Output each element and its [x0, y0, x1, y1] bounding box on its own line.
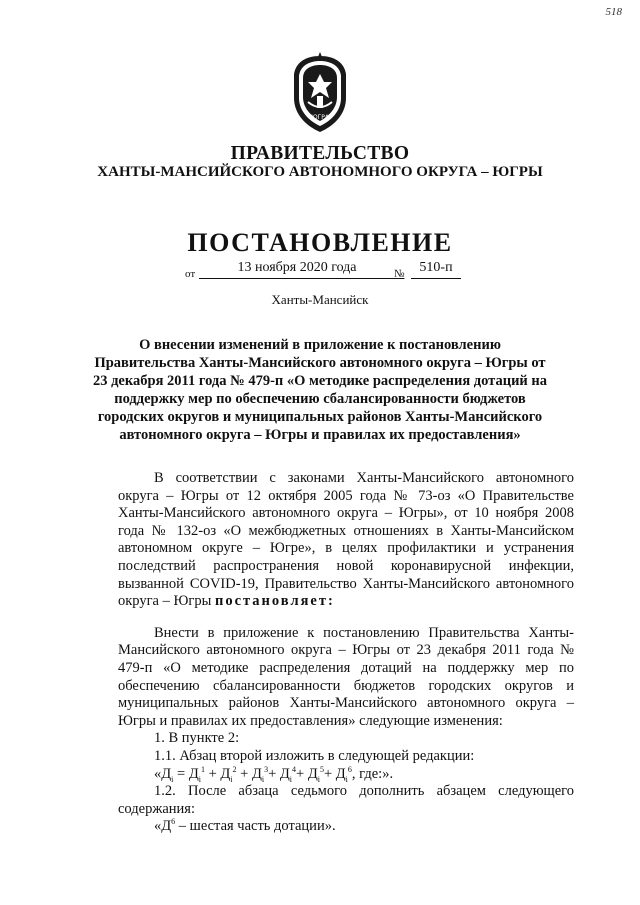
document-body: [118, 470, 574, 836]
document-city: Ханты-Мансийск: [271, 292, 369, 307]
date-prefix: от: [185, 268, 196, 280]
date-number-line: [185, 260, 475, 284]
preamble-paragraph: [118, 470, 574, 611]
intro-paragraph: Внести в приложение к постановлению Правительства Ханты-Мансийского автономного округа – Югры от 23 декабря 2011 года № 479-п «О методике распределения дотаций на поддержку мер по обеспечению сбалансированности бюджетов городских округов и муниципальных районов Ханты-Мансийского автономного округа – Югры и правилах их предоставления» следующие изменения:: [118, 624, 574, 729]
item-1: 1. В пункте 2:: [154, 730, 240, 747]
item-1-2-quote: «$Д^6$ – шестая часть дотации».: [154, 817, 336, 835]
formula-line: «$Д_i = Д_i^1 + Д_i^2 + Д_i^3+ Д_i^4+ Д_i^5+ Д_i^6$, где:».: [154, 764, 394, 784]
document-heading: О внесении изменений в приложение к постановлению Правительства Ханты-Мансийского автономного округа – Югры от 23 декабря 2011 года № 479-п «О методике распределения дотаций на поддержку мер по обеспечению сбалансированности бюджетов городских округов и муниципальных районов Ханты-Мансийского автономного округа – Югры и правилах их предоставления»: [92, 337, 548, 443]
item-1-1: 1.1. Абзац второй изложить в следующей редакции:: [154, 747, 475, 764]
document-type: ПОСТАНОВЛЕНИЕ: [187, 228, 453, 257]
government-subtitle: ХАНТЫ-МАНСИЙСКОГО АВТОНОМНОГО ОКРУГА – ЮГРЫ: [97, 164, 543, 180]
number-prefix: №: [394, 268, 405, 280]
coat-of-arms-emblem: [288, 52, 352, 134]
document-date: 13 ноября 2020 года: [199, 260, 395, 279]
resolves-word: постановляет:: [214, 593, 335, 610]
preamble-text: В соответствии с законами Ханты-Мансийского автономного округа – Югры от 12 октября 2005 года № 73-оз «О Правительстве Ханты-Мансийского автономного округа – Югры», от 10 ноября 2008 года № 132-оз «О межбюджетных отношениях в Ханты-Мансийском автономном округе – Югре», в целях профилактики и устранения последствий распространения новой коронавирусной инфекции, вызванной COVID-19, Правительство Ханты-Мансийского автономного округа – Югры: [118, 470, 574, 610]
document-number: 510-п: [411, 260, 461, 279]
emblem-text: ЮГРА: [311, 114, 329, 121]
government-title: ПРАВИТЕЛЬСТВО: [230, 143, 410, 164]
item-1-2: 1.2. После абзаца седьмого дополнить абзацем следующего содержания:: [118, 783, 574, 817]
corner-handwritten-note: 518: [605, 6, 622, 18]
